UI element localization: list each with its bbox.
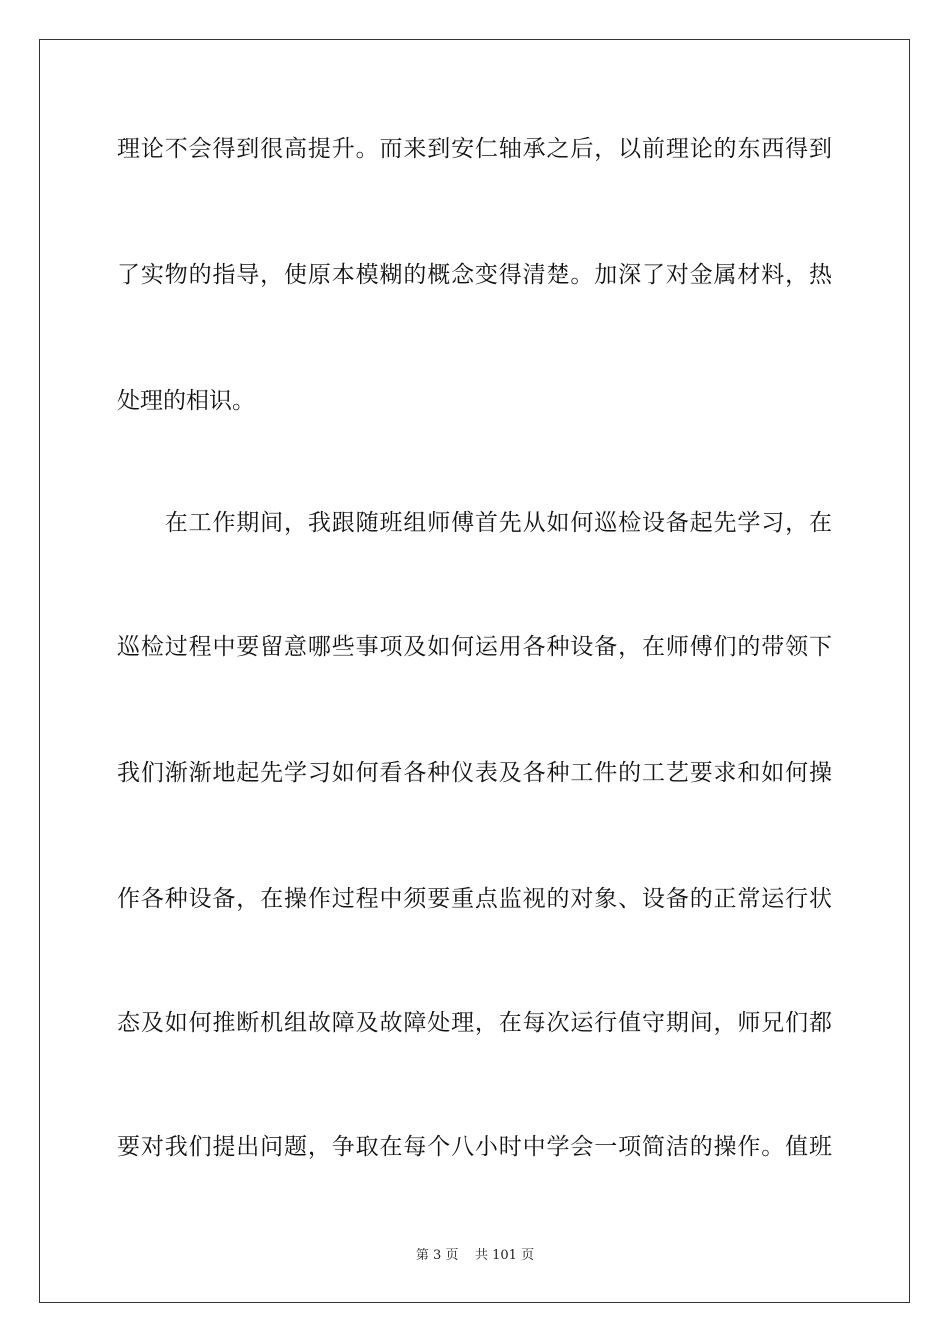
body-text-line: 作各种设备，在操作过程中须要重点监视的对象、设备的正常运行状 (117, 886, 832, 912)
body-text-line: 态及如何推断机组故障及故障处理，在每次运行值守期间，师兄们都 (117, 1010, 832, 1036)
body-text-line: 理论不会得到很高提升。而来到安仁轴承之后，以前理论的东西得到 (117, 136, 832, 162)
body-text-line: 了实物的指导，使原本模糊的概念变得清楚。加深了对金属材料，热 (117, 262, 832, 288)
body-text-line: 处理的相识。 (117, 388, 255, 414)
body-text-line: 巡检过程中要留意哪些事项及如何运用各种设备，在师傅们的带领下 (117, 634, 832, 660)
body-text-line: 要对我们提出问题，争取在每个八小时中学会一项简洁的操作。值班 (117, 1134, 832, 1160)
body-text-line: 我们渐渐地起先学习如何看各种仪表及各种工件的工艺要求和如何操 (117, 760, 832, 786)
page-border (39, 39, 910, 1303)
body-text-line: 在工作期间，我跟随班组师傅首先从如何巡检设备起先学习，在 (117, 510, 832, 536)
page-number-footer: 第 3 页 共 101 页 (415, 1248, 535, 1263)
